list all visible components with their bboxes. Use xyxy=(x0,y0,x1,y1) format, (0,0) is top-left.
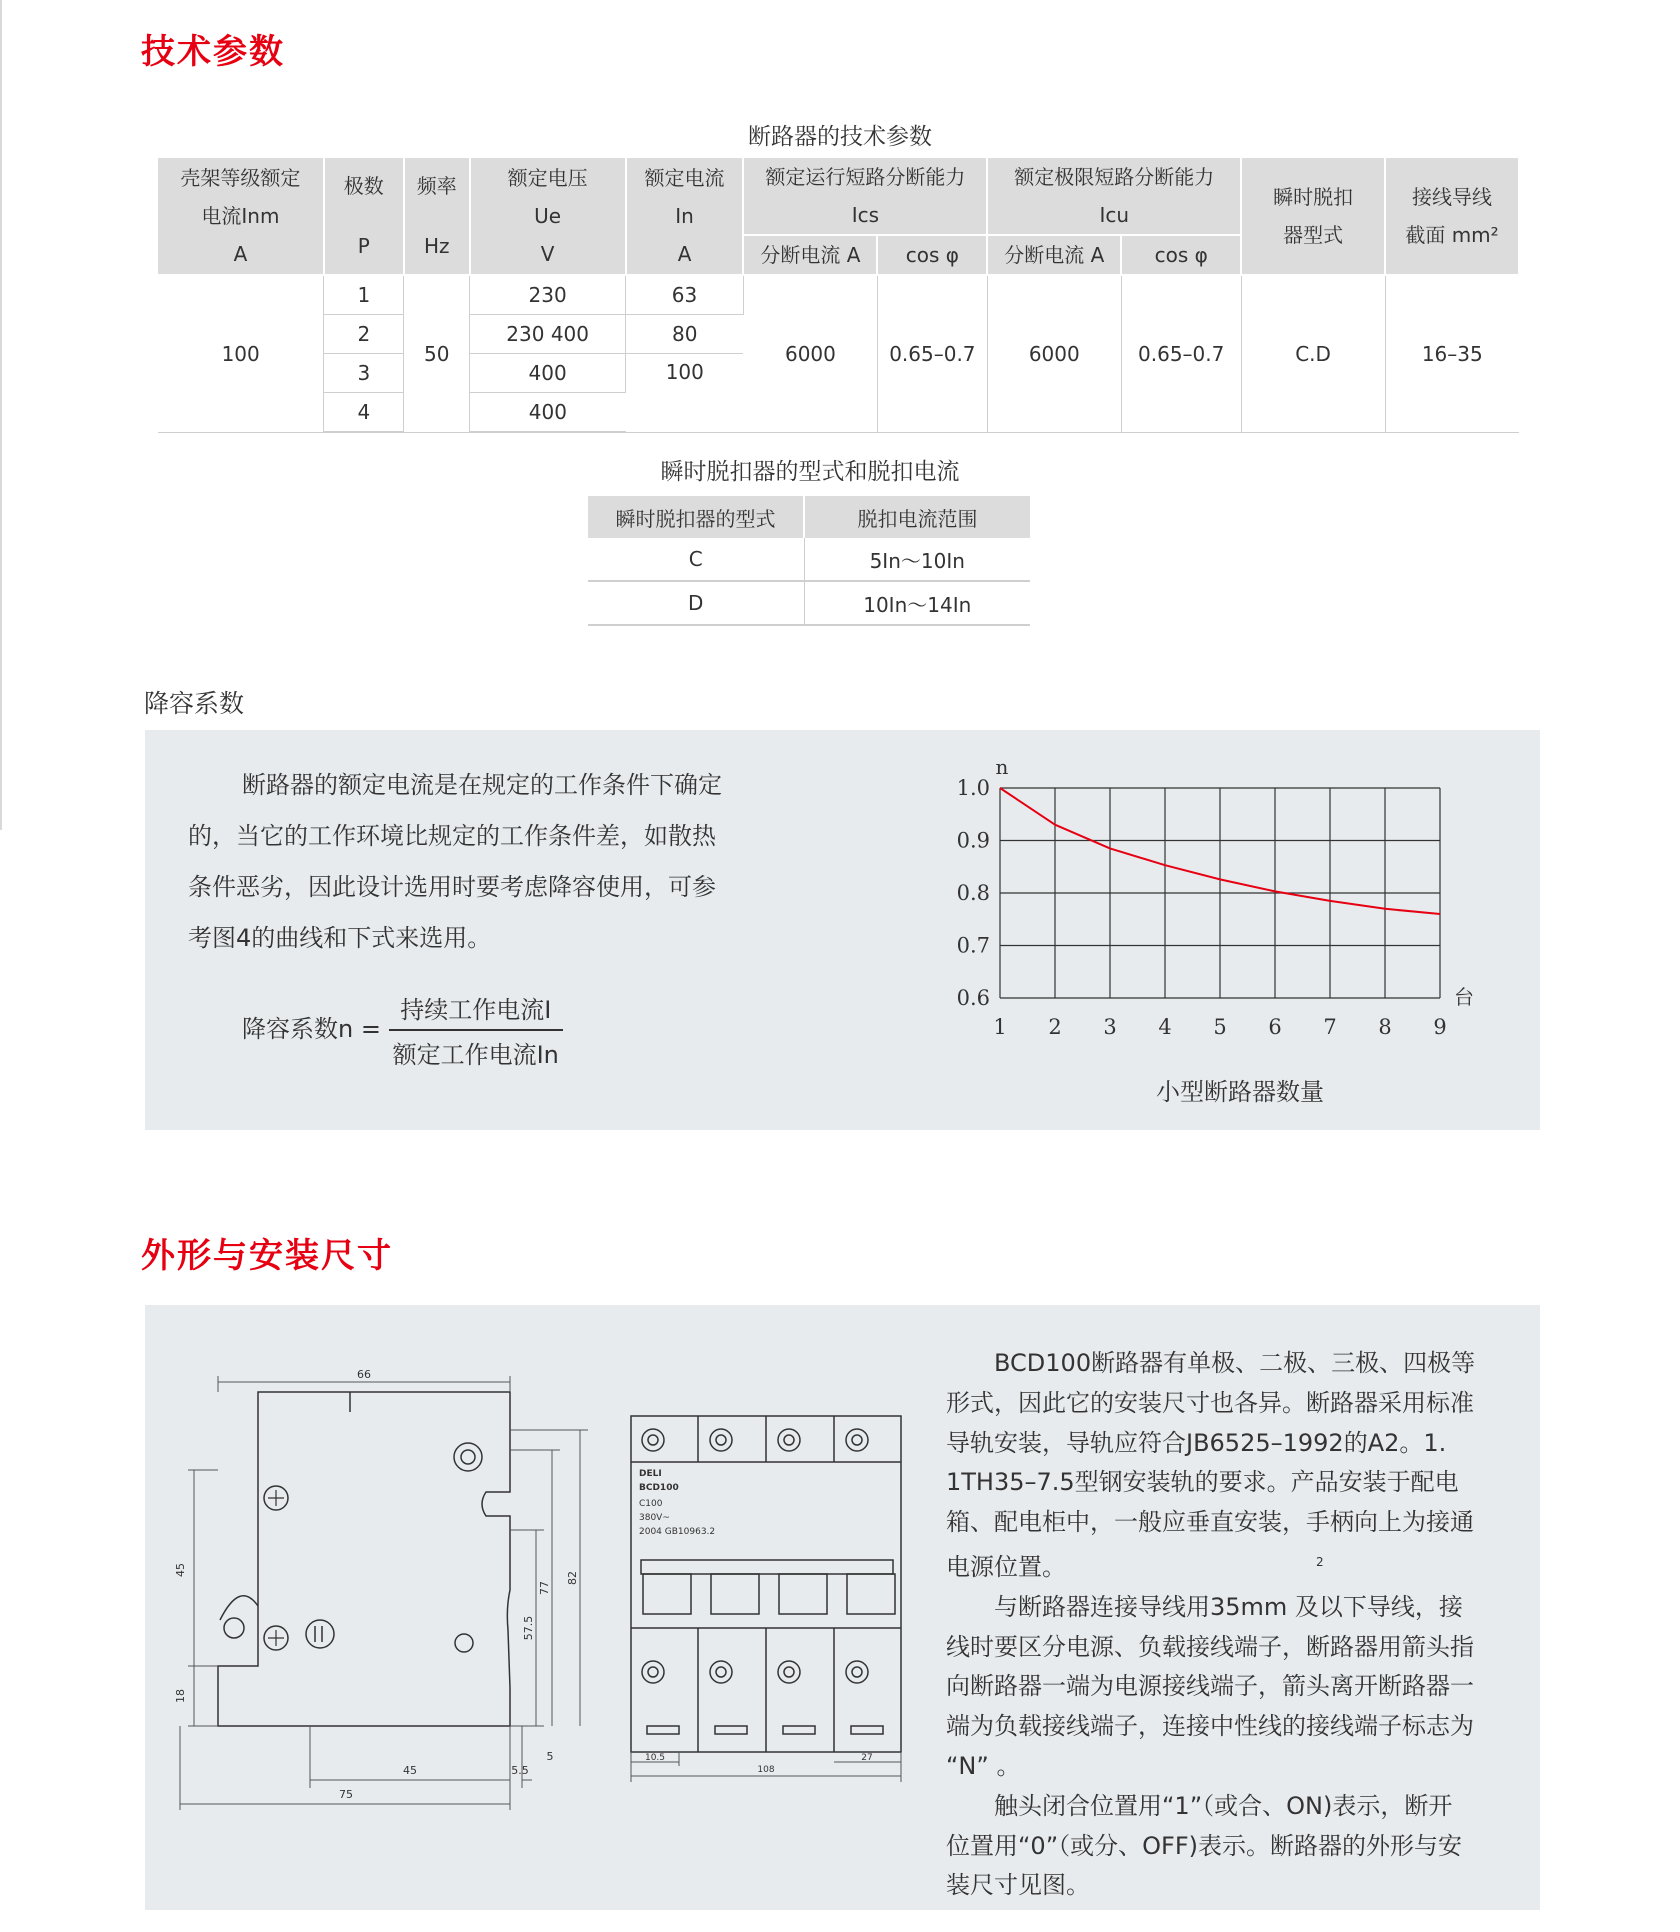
voltage-label: 380V~ xyxy=(639,1513,670,1523)
header-wire-size: 接线导线 截面 mm² xyxy=(1385,158,1519,275)
derating-formula: 降容系数n = $\frac{\text{持续工作电流I}}{\text{额定工作电流In}}$ xyxy=(242,990,563,1070)
standard-label: 2004 GB10963.2 xyxy=(639,1527,716,1537)
dim-label: 10.5 xyxy=(644,1753,666,1763)
x-tick-label: 4 xyxy=(1158,1015,1172,1039)
poles-cell: 4 xyxy=(324,393,404,433)
header-ics-cos: cos φ xyxy=(877,235,987,275)
current-cell: 100 xyxy=(626,354,744,433)
header-rated-current: 额定电流 In A xyxy=(626,158,744,275)
rating-label: C100 xyxy=(639,1499,663,1509)
dim-label: 57.5 xyxy=(522,1615,535,1641)
wire-size-value: 16–35 xyxy=(1385,275,1519,432)
voltage-cell: 230 400 xyxy=(470,315,626,354)
trip-type-cell: C xyxy=(588,538,804,581)
icu-break-value: 6000 xyxy=(987,275,1121,432)
y-tick-label: 0.9 xyxy=(956,828,990,853)
side-view-drawing xyxy=(174,1368,600,1820)
dim-label: 18 xyxy=(174,1689,187,1703)
table-row xyxy=(588,538,1030,581)
x-tick-label: 6 xyxy=(1268,1015,1282,1039)
header-icu-break: 分断电流 A xyxy=(987,235,1121,275)
dim-label: 82 xyxy=(566,1571,579,1585)
install-paragraph: BCD100断路器有单极、二极、三极、四极等 形式，因此它的安装尺寸也各异。断路器采用标准 导轨安装，导轨应符合JB6525–1992的A2。1. 1TH35–7.5型钢安装轨的要求。产品安装于配电 箱、配电柜中，一般应垂直安装，手柄向上为接通 电源位置。 $^2$ 与断路器连接导线用35mm 及以下导线，接 线时要区分电源、负载接线端子，断路器用箭头指 向断路器一端为电源接线端子，箭头离开断路器一 端为负载接线端子，连接中性线的接线端子标志为 “N” 。 触头闭合位置用“1”（或合、ON)表示，断开 位置用“0”（或分、OFF)表示。断路器的外形与安 装尺寸见图。 xyxy=(946,1349,1476,1900)
header-ics: 额定运行短路分断能力 Ics xyxy=(743,158,987,235)
derating-heading: 降容系数 xyxy=(144,689,245,718)
x-tick-label: 5 xyxy=(1213,1015,1227,1039)
front-view-drawing xyxy=(625,1410,915,1790)
current-cell: 80 xyxy=(626,315,744,354)
ics-cos-value: 0.65–0.7 xyxy=(877,275,987,432)
x-tick-label: 1 xyxy=(993,1015,1007,1039)
header-frame-current: 壳架等级额定 电流Inm A xyxy=(158,158,324,275)
frame-value: 100 xyxy=(158,275,324,432)
breaker-side-outline xyxy=(218,1392,510,1726)
x-tick-label: 8 xyxy=(1378,1015,1392,1039)
header-icu: 额定极限短路分断能力 Icu xyxy=(987,158,1241,235)
dim-label: 27 xyxy=(861,1753,873,1763)
derating-chart xyxy=(930,748,1490,1113)
icu-cos-value: 0.65–0.7 xyxy=(1121,275,1241,432)
trip-type-cell: D xyxy=(588,581,804,625)
ics-break-value: 6000 xyxy=(743,275,877,432)
header-frequency: 频率 Hz xyxy=(404,158,470,275)
dim-label: 77 xyxy=(538,1581,551,1595)
trip-type-value: C.D xyxy=(1241,275,1385,432)
left-edge-rule xyxy=(0,0,2,830)
dim-label: 45 xyxy=(403,1764,417,1777)
trip-table-caption: 瞬时脱扣器的型式和脱扣电流 xyxy=(660,459,960,485)
x-tick-label: 3 xyxy=(1103,1015,1117,1039)
header-poles: 极数 P xyxy=(324,158,404,275)
voltage-cell: 400 xyxy=(470,393,626,433)
voltage-cell: 400 xyxy=(470,354,626,393)
y-axis-label: n xyxy=(995,755,1009,779)
screw-terminal-icon xyxy=(454,1443,482,1471)
header-ics-break: 分断电流 A xyxy=(743,235,877,275)
dim-label: 5.5 xyxy=(511,1764,529,1777)
trip-header-range: 脱扣电流范围 xyxy=(804,496,1030,538)
header-icu-cos: cos φ xyxy=(1121,235,1241,275)
trip-header-type: 瞬时脱扣器的型式 xyxy=(588,496,804,538)
spec-table xyxy=(158,158,1520,433)
dim-label: 75 xyxy=(339,1788,353,1801)
dim-label: 108 xyxy=(757,1765,775,1775)
x-tick-label: 7 xyxy=(1323,1015,1337,1039)
derating-paragraph: 断路器的额定电流是在规定的工作条件下确定 的，当它的工作环境比规定的工作条件差，如散热 条件恶劣，因此设计选用时要考虑降容使用，可参 考图4的曲线和下式来选用。 xyxy=(188,771,722,952)
table-row xyxy=(588,581,1030,625)
x-unit-label: 台 xyxy=(1454,985,1474,1009)
freq-value: 50 xyxy=(404,275,470,432)
dim-label: 45 xyxy=(174,1563,187,1577)
current-cell: 63 xyxy=(626,275,744,315)
trip-range-cell: 5In～10In xyxy=(804,538,1030,581)
brand-label: DELI xyxy=(639,1469,662,1479)
section-title-tech-params: 技术参数 xyxy=(141,32,285,72)
x-tick-label: 9 xyxy=(1433,1015,1447,1039)
y-tick-label: 0.7 xyxy=(956,933,990,958)
spec-table-caption: 断路器的技术参数 xyxy=(748,124,932,150)
x-tick-label: 2 xyxy=(1048,1015,1062,1039)
header-trip-type: 瞬时脱扣 器型式 xyxy=(1241,158,1385,275)
section-title-dimensions: 外形与安装尺寸 xyxy=(141,1236,393,1276)
header-rated-voltage: 额定电压 Ue V xyxy=(470,158,626,275)
trip-table xyxy=(588,496,1030,626)
voltage-cell: 230 xyxy=(470,275,626,315)
y-tick-label: 1.0 xyxy=(956,776,990,800)
y-tick-label: 0.6 xyxy=(956,986,990,1010)
x-axis-label: 小型断路器数量 xyxy=(1156,1078,1324,1106)
y-tick-label: 0.8 xyxy=(956,881,990,905)
poles-cell: 3 xyxy=(324,354,404,393)
trip-range-cell: 10In～14In xyxy=(804,581,1030,625)
poles-cell: 1 xyxy=(324,275,404,315)
table-row xyxy=(158,275,1519,315)
model-label: BCD100 xyxy=(639,1483,679,1493)
dim-label: 5 xyxy=(546,1750,554,1763)
dim-label: 66 xyxy=(357,1368,371,1381)
superscript-two: 2 xyxy=(1316,1554,1324,1569)
poles-cell: 2 xyxy=(324,315,404,354)
